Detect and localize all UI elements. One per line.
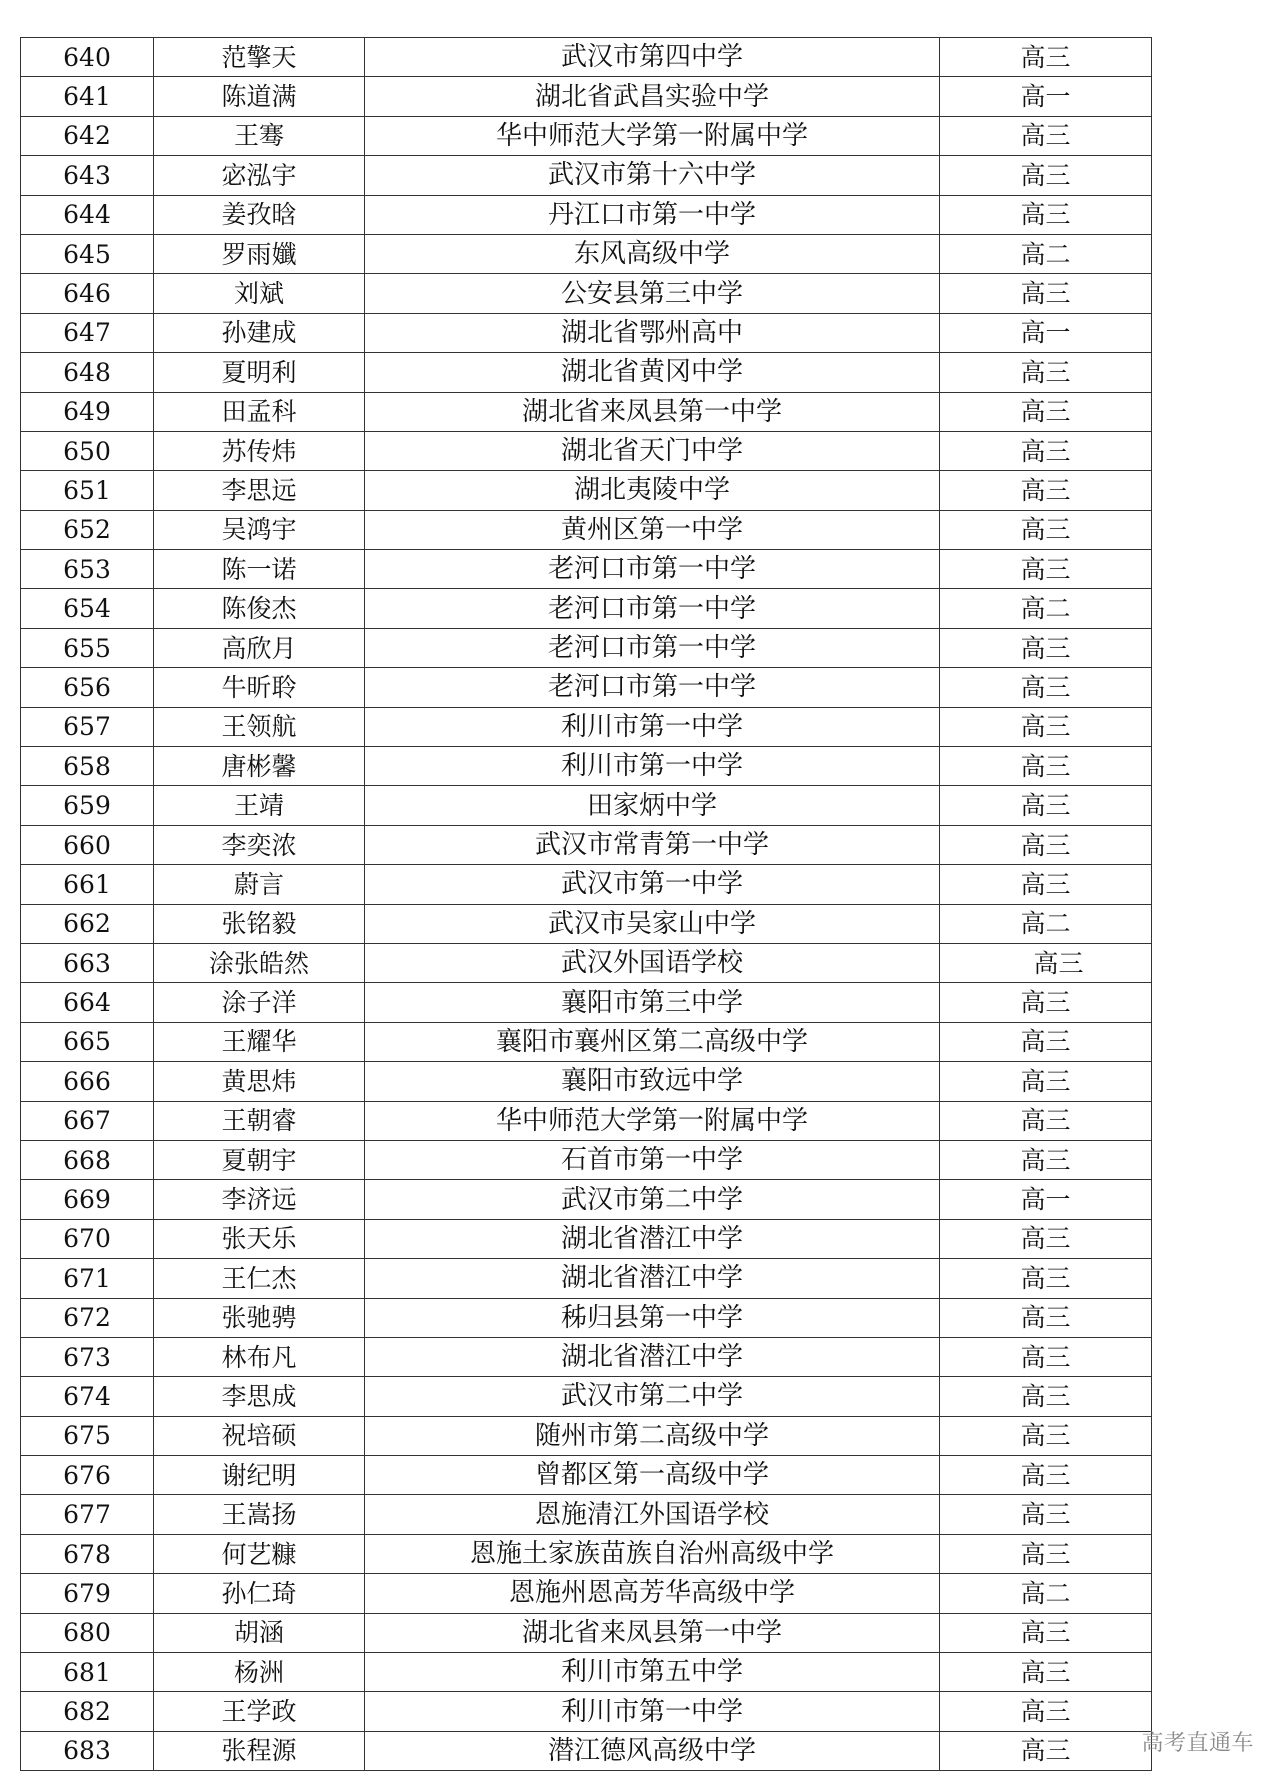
table-row [21, 116, 1152, 155]
student-name-cell: 陈道满 [154, 77, 365, 116]
row-number-cell: 667 [21, 1101, 154, 1140]
table-row [21, 1613, 1152, 1652]
student-name-cell: 杨洲 [154, 1653, 365, 1692]
table-row [21, 1022, 1152, 1061]
grade-cell: 高三 [940, 510, 1152, 549]
grade-cell: 高三 [940, 707, 1152, 746]
table-body [21, 38, 1152, 1771]
table-row [21, 1180, 1152, 1219]
row-number-cell: 640 [21, 38, 154, 77]
grade-cell: 高三 [940, 1731, 1152, 1770]
grade-cell: 高三 [940, 195, 1152, 234]
school-name-cell: 武汉外国语学校 [365, 943, 940, 982]
row-number-cell: 680 [21, 1613, 154, 1652]
table-row [21, 77, 1152, 116]
table-row [21, 1416, 1152, 1455]
row-number-cell: 682 [21, 1692, 154, 1731]
student-name-cell: 王嵩扬 [154, 1495, 365, 1534]
school-name-cell: 襄阳市致远中学 [365, 1062, 940, 1101]
student-name-cell: 蔚言 [154, 865, 365, 904]
school-name-cell: 湖北省来凤县第一中学 [365, 392, 940, 431]
row-number-cell: 643 [21, 156, 154, 195]
school-name-cell: 湖北夷陵中学 [365, 471, 940, 510]
student-name-cell: 涂张皓然 [154, 943, 365, 982]
row-number-cell: 658 [21, 747, 154, 786]
table-row [21, 1731, 1152, 1770]
grade-cell: 高三 [940, 1219, 1152, 1258]
grade-cell: 高三 [940, 1534, 1152, 1573]
school-name-cell: 湖北省天门中学 [365, 431, 940, 470]
school-name-cell: 武汉市第四中学 [365, 38, 940, 77]
student-name-cell: 王朝睿 [154, 1101, 365, 1140]
school-name-cell: 丹江口市第一中学 [365, 195, 940, 234]
row-number-cell: 672 [21, 1298, 154, 1337]
school-name-cell: 武汉市第二中学 [365, 1180, 940, 1219]
row-number-cell: 654 [21, 589, 154, 628]
row-number-cell: 649 [21, 392, 154, 431]
grade-cell: 高三 [940, 1416, 1152, 1455]
grade-cell: 高三 [940, 431, 1152, 470]
grade-cell: 高三 [940, 1653, 1152, 1692]
row-number-cell: 653 [21, 550, 154, 589]
row-number-cell: 668 [21, 1140, 154, 1179]
table-row [21, 747, 1152, 786]
student-name-cell: 刘斌 [154, 274, 365, 313]
table-row [21, 707, 1152, 746]
school-name-cell: 湖北省黄冈中学 [365, 353, 940, 392]
row-number-cell: 652 [21, 510, 154, 549]
student-name-cell: 唐彬馨 [154, 747, 365, 786]
grade-cell: 高三 [940, 1140, 1152, 1179]
row-number-cell: 645 [21, 234, 154, 273]
table-row [21, 1298, 1152, 1337]
grade-cell: 高三 [940, 471, 1152, 510]
grade-cell: 高三 [940, 116, 1152, 155]
grade-cell: 高二 [940, 904, 1152, 943]
row-number-cell: 646 [21, 274, 154, 313]
school-name-cell: 黄州区第一中学 [365, 510, 940, 549]
school-name-cell: 利川市第一中学 [365, 707, 940, 746]
student-name-cell: 高欣月 [154, 628, 365, 667]
student-name-cell: 张驰骋 [154, 1298, 365, 1337]
grade-cell: 高三 [940, 628, 1152, 667]
school-name-cell: 湖北省潜江中学 [365, 1259, 940, 1298]
student-name-cell: 涂子洋 [154, 983, 365, 1022]
school-name-cell: 利川市第五中学 [365, 1653, 940, 1692]
grade-cell: 高三 [940, 943, 1152, 982]
grade-cell: 高三 [940, 274, 1152, 313]
school-name-cell: 潜江德风高级中学 [365, 1731, 940, 1770]
student-name-cell: 孙仁琦 [154, 1574, 365, 1613]
student-name-cell: 陈一诺 [154, 550, 365, 589]
table-row [21, 825, 1152, 864]
school-name-cell: 东风高级中学 [365, 234, 940, 273]
table-row [21, 1534, 1152, 1573]
school-name-cell: 公安县第三中学 [365, 274, 940, 313]
grade-cell: 高三 [940, 825, 1152, 864]
school-name-cell: 武汉市吴家山中学 [365, 904, 940, 943]
student-name-cell: 宓泓宇 [154, 156, 365, 195]
table-row [21, 786, 1152, 825]
table-row [21, 1219, 1152, 1258]
row-number-cell: 655 [21, 628, 154, 667]
student-name-cell: 王耀华 [154, 1022, 365, 1061]
student-name-cell: 夏明利 [154, 353, 365, 392]
grade-cell: 高一 [940, 1180, 1152, 1219]
table-row [21, 668, 1152, 707]
table-row [21, 628, 1152, 667]
table-row [21, 234, 1152, 273]
table-row [21, 1101, 1152, 1140]
grade-cell: 高三 [940, 156, 1152, 195]
student-name-cell: 黄思炜 [154, 1062, 365, 1101]
student-name-cell: 何艺糠 [154, 1534, 365, 1573]
row-number-cell: 681 [21, 1653, 154, 1692]
grade-cell: 高三 [940, 865, 1152, 904]
grade-cell: 高三 [940, 1337, 1152, 1376]
row-number-cell: 676 [21, 1456, 154, 1495]
school-name-cell: 秭归县第一中学 [365, 1298, 940, 1337]
row-number-cell: 671 [21, 1259, 154, 1298]
table-row [21, 983, 1152, 1022]
grade-cell: 高三 [940, 1495, 1152, 1534]
student-name-cell: 谢纪明 [154, 1456, 365, 1495]
school-name-cell: 襄阳市第三中学 [365, 983, 940, 1022]
school-name-cell: 石首市第一中学 [365, 1140, 940, 1179]
grade-cell: 高三 [940, 1101, 1152, 1140]
row-number-cell: 642 [21, 116, 154, 155]
school-name-cell: 武汉市第十六中学 [365, 156, 940, 195]
grade-cell: 高三 [940, 353, 1152, 392]
table-row [21, 943, 1152, 982]
student-name-cell: 王骞 [154, 116, 365, 155]
table-row [21, 1337, 1152, 1376]
student-name-cell: 李奕浓 [154, 825, 365, 864]
school-name-cell: 武汉市常青第一中学 [365, 825, 940, 864]
grade-cell: 高三 [940, 1692, 1152, 1731]
student-name-cell: 林布凡 [154, 1337, 365, 1376]
table-row [21, 38, 1152, 77]
table-row [21, 1377, 1152, 1416]
student-name-cell: 王靖 [154, 786, 365, 825]
row-number-cell: 647 [21, 313, 154, 352]
table-row [21, 471, 1152, 510]
table-row [21, 392, 1152, 431]
school-name-cell: 华中师范大学第一附属中学 [365, 116, 940, 155]
table-row [21, 1062, 1152, 1101]
table-row [21, 904, 1152, 943]
student-name-cell: 张程源 [154, 1731, 365, 1770]
table-row [21, 510, 1152, 549]
grade-cell: 高三 [940, 1022, 1152, 1061]
table-row [21, 431, 1152, 470]
school-name-cell: 武汉市第二中学 [365, 1377, 940, 1416]
grade-cell: 高三 [940, 1613, 1152, 1652]
row-number-cell: 648 [21, 353, 154, 392]
row-number-cell: 669 [21, 1180, 154, 1219]
row-number-cell: 666 [21, 1062, 154, 1101]
student-name-cell: 吴鸿宇 [154, 510, 365, 549]
grade-cell: 高三 [940, 1298, 1152, 1337]
table-row [21, 1495, 1152, 1534]
row-number-cell: 673 [21, 1337, 154, 1376]
student-name-cell: 田孟科 [154, 392, 365, 431]
school-name-cell: 华中师范大学第一附属中学 [365, 1101, 940, 1140]
school-name-cell: 武汉市第一中学 [365, 865, 940, 904]
table-row [21, 1259, 1152, 1298]
table-row [21, 1140, 1152, 1179]
row-number-cell: 657 [21, 707, 154, 746]
school-name-cell: 湖北省潜江中学 [365, 1219, 940, 1258]
school-name-cell: 湖北省鄂州高中 [365, 313, 940, 352]
grade-cell: 高三 [940, 1377, 1152, 1416]
table-row [21, 1456, 1152, 1495]
row-number-cell: 664 [21, 983, 154, 1022]
student-name-cell: 李济远 [154, 1180, 365, 1219]
school-name-cell: 恩施土家族苗族自治州高级中学 [365, 1534, 940, 1573]
row-number-cell: 678 [21, 1534, 154, 1573]
student-name-cell: 张天乐 [154, 1219, 365, 1258]
award-list-table [20, 37, 1152, 1771]
grade-cell: 高三 [940, 786, 1152, 825]
school-name-cell: 老河口市第一中学 [365, 668, 940, 707]
row-number-cell: 650 [21, 431, 154, 470]
grade-cell: 高三 [940, 550, 1152, 589]
student-name-cell: 陈俊杰 [154, 589, 365, 628]
row-number-cell: 674 [21, 1377, 154, 1416]
school-name-cell: 曾都区第一高级中学 [365, 1456, 940, 1495]
table-row [21, 156, 1152, 195]
row-number-cell: 677 [21, 1495, 154, 1534]
watermark-text: 高考直通车 [1141, 1731, 1254, 1756]
grade-cell: 高三 [940, 1062, 1152, 1101]
grade-cell: 高三 [940, 392, 1152, 431]
student-name-cell: 罗雨孅 [154, 234, 365, 273]
grade-cell: 高二 [940, 1574, 1152, 1613]
school-name-cell: 田家炳中学 [365, 786, 940, 825]
table-row [21, 313, 1152, 352]
table-row [21, 589, 1152, 628]
student-name-cell: 王仁杰 [154, 1259, 365, 1298]
grade-cell: 高一 [940, 313, 1152, 352]
grade-cell: 高三 [940, 38, 1152, 77]
table-row [21, 353, 1152, 392]
row-number-cell: 641 [21, 77, 154, 116]
row-number-cell: 662 [21, 904, 154, 943]
student-name-cell: 牛昕聆 [154, 668, 365, 707]
row-number-cell: 660 [21, 825, 154, 864]
row-number-cell: 656 [21, 668, 154, 707]
award-list-table-container [20, 37, 1151, 1771]
school-name-cell: 利川市第一中学 [365, 747, 940, 786]
school-name-cell: 湖北省来凤县第一中学 [365, 1613, 940, 1652]
row-number-cell: 675 [21, 1416, 154, 1455]
grade-cell: 高三 [940, 1259, 1152, 1298]
table-row [21, 1653, 1152, 1692]
table-row [21, 195, 1152, 234]
grade-cell: 高三 [940, 1456, 1152, 1495]
student-name-cell: 张铭毅 [154, 904, 365, 943]
grade-cell: 高三 [940, 747, 1152, 786]
grade-cell: 高二 [940, 589, 1152, 628]
student-name-cell: 苏传炜 [154, 431, 365, 470]
table-row [21, 1574, 1152, 1613]
student-name-cell: 胡涵 [154, 1613, 365, 1652]
row-number-cell: 663 [21, 943, 154, 982]
school-name-cell: 湖北省武昌实验中学 [365, 77, 940, 116]
school-name-cell: 老河口市第一中学 [365, 628, 940, 667]
school-name-cell: 湖北省潜江中学 [365, 1337, 940, 1376]
school-name-cell: 襄阳市襄州区第二高级中学 [365, 1022, 940, 1061]
grade-cell: 高一 [940, 77, 1152, 116]
grade-cell: 高三 [940, 668, 1152, 707]
school-name-cell: 老河口市第一中学 [365, 589, 940, 628]
student-name-cell: 李思成 [154, 1377, 365, 1416]
school-name-cell: 恩施清江外国语学校 [365, 1495, 940, 1534]
table-row [21, 550, 1152, 589]
row-number-cell: 661 [21, 865, 154, 904]
student-name-cell: 夏朝宇 [154, 1140, 365, 1179]
row-number-cell: 659 [21, 786, 154, 825]
row-number-cell: 644 [21, 195, 154, 234]
row-number-cell: 683 [21, 1731, 154, 1770]
school-name-cell: 随州市第二高级中学 [365, 1416, 940, 1455]
table-row [21, 865, 1152, 904]
student-name-cell: 李思远 [154, 471, 365, 510]
student-name-cell: 祝培硕 [154, 1416, 365, 1455]
student-name-cell: 王领航 [154, 707, 365, 746]
row-number-cell: 679 [21, 1574, 154, 1613]
row-number-cell: 665 [21, 1022, 154, 1061]
school-name-cell: 老河口市第一中学 [365, 550, 940, 589]
table-row [21, 274, 1152, 313]
school-name-cell: 恩施州恩高芳华高级中学 [365, 1574, 940, 1613]
student-name-cell: 姜孜晗 [154, 195, 365, 234]
table-row [21, 1692, 1152, 1731]
student-name-cell: 王学政 [154, 1692, 365, 1731]
grade-cell: 高三 [940, 983, 1152, 1022]
grade-cell: 高二 [940, 234, 1152, 273]
school-name-cell: 利川市第一中学 [365, 1692, 940, 1731]
student-name-cell: 孙建成 [154, 313, 365, 352]
student-name-cell: 范擎天 [154, 38, 365, 77]
row-number-cell: 670 [21, 1219, 154, 1258]
row-number-cell: 651 [21, 471, 154, 510]
